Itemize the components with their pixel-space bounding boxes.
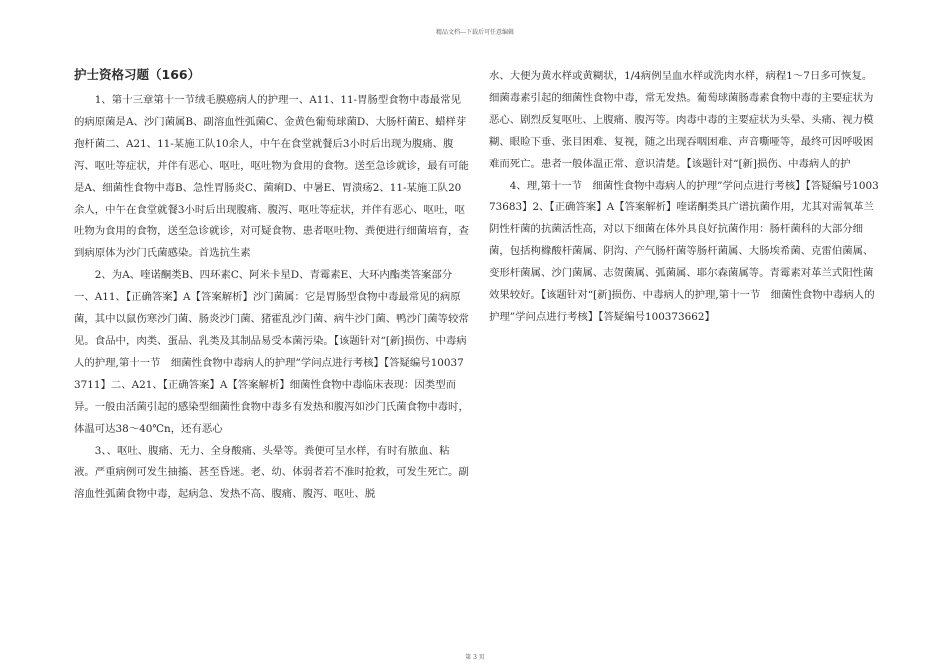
paragraph-3-continued: 水、大便为黄水样或黄糊状，1/4病例呈血水样或洗肉水样，病程1～7日多可恢复。细菌毒素引起的细菌性食物中毒，常无发热。葡萄球菌肠毒素食物中毒的主要症状为恶心、剧烈反复呕吐、上腹痛、腹泻等。肉毒中毒的主要症状为头晕、头痛、视力模糊、眼睑下垂、张目困难、复视，随之出现吞咽困难、声音嘶哑等，最终可因呼吸困难而死亡。患者一般体温正常、意识清楚。【该题针对“[新]损伤、中毒病人的护 xyxy=(489,70,874,170)
page-header: 精品文档---下载后可任意编辑 xyxy=(435,29,515,36)
paragraph-2: 2、为A、喹诺酮类B、四环素C、阿米卡星D、青霉素E、大环内酯类答案部分一、A11、【正确答案】A【答案解析】沙门菌属：它是胃肠型食物中毒最常见的病原菌，其中以鼠伤寒沙门菌、肠炎沙门菌、猪霍乱沙门菌、病牛沙门菌、鸭沙门菌等较常见。食品中，肉类、蛋品、乳类及其制品易受本菌污染。【该题针对“[新]损伤、中毒病人的护理,第十一节 细菌性食物中毒病人的护理”学问点进行考核】【答疑编号100373711】二、A21、【正确答案】A【答案解析】细菌性食物中毒临床表现：因类型而异。一般由活菌引起的感染型细菌性食物中毒多有发热和腹泻如沙门氏菌食物中毒时，体温可达38～40℃n，还有恶心 xyxy=(74,269,469,435)
document-title: 护士资格习题（166） xyxy=(74,67,201,82)
right-column xyxy=(489,66,881,329)
paragraph-1: 1、第十三章第十一节绒毛膜癌病人的护理一、A11、11-胃肠型食物中毒最常见的病原菌是A、沙门菌属B、副溶血性弧菌C、金黄色葡萄球菌D、大肠杆菌E、蜡样芽孢杆菌二、A21、11-某施工队10余人，中午在食堂就餐后3小时后出现为腹痛、腹泻、呕吐等症状，并伴有恶心、呕吐，呕吐物为食用的食物。送至急诊就诊，最有可能是A、细菌性食物中毒B、急性胃肠炎C、菌痢D、中暑E、胃溃疡2、11-某施工队20余人，中午在食堂就餐3小时后出现腹痛、腹泻、呕吐等症状，并伴有恶心、呕吐，呕吐物为食用的食物，送至急诊就诊，对可疑食物、患者呕吐物、粪便进行细菌培育，查到病原体为沙门氏菌感染。首选抗生素 xyxy=(74,94,469,260)
page-number: 第 3 页 xyxy=(465,654,485,661)
paragraph-4: 4、理,第十一节 细菌性食物中毒病人的护理”学问点进行考核】【答疑编号100373683】2、【正确答案】A【答案解析】喹诺酮类具广谱抗菌作用，尤其对需氧革兰阴性杆菌的抗菌活性高，对以下细菌在体外具良好抗菌作用：肠杆菌科的大部分细菌，包括枸橼酸杆菌属、阴沟、产气肠杆菌等肠杆菌属、大肠埃希菌、克雷伯菌属、变形杆菌属、沙门菌属、志贺菌属、弧菌属、耶尔森菌属等。青霉素对革兰式阳性菌效果较好。【该题针对“[新]损伤、中毒病人的护理,第十一节 细菌性食物中毒病人的护理”学问点进行考核】【答疑编号100373662】 xyxy=(489,179,879,323)
left-column xyxy=(74,66,470,506)
paragraph-3: 3、、呕吐、腹痛、无力、全身酸痛、头晕等。粪便可呈水样，有时有脓血、粘液。严重病例可发生抽搐、甚至昏迷。老、幼、体弱者若不准时抢救，可发生死亡。副溶血性弧菌食物中毒，起病急、发热不高、腹痛、腹泻、呕吐、脱 xyxy=(74,444,469,501)
